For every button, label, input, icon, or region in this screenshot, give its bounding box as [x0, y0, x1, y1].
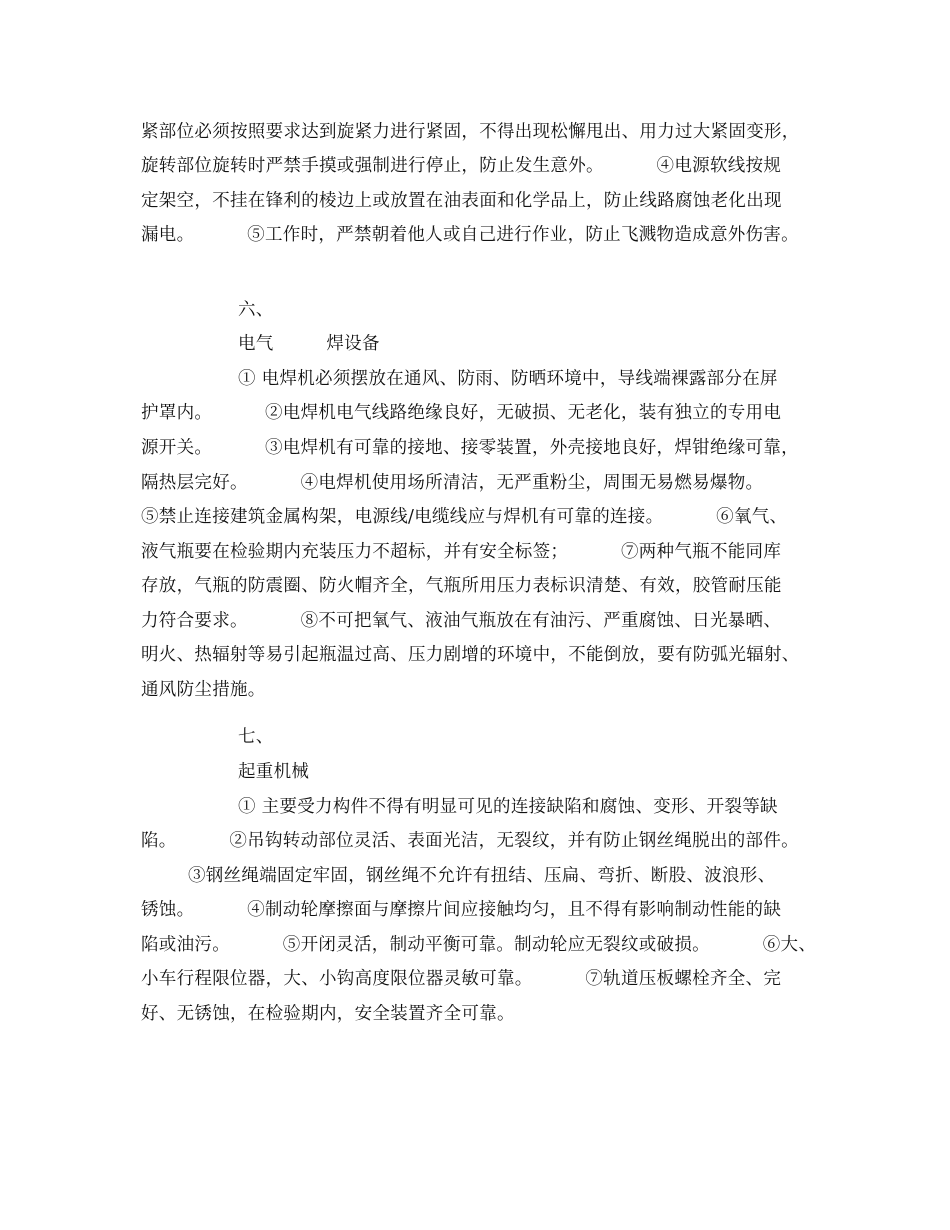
body-line: 源开关。 ③电焊机有可靠的接地、接零装置，外壳接地良好，焊钳绝缘可靠， [141, 438, 799, 458]
body-line: 漏电。 ⑤工作时，严禁朝着他人或自己进行作业，防止飞溅物造成意外伤害。 [141, 225, 799, 245]
body-line: 力符合要求。 ⑧不可把氧气、液油气瓶放在有油污、严重腐蚀、日光暴晒、 [141, 611, 782, 631]
body-line: 通风防尘措施。 [141, 680, 266, 700]
section-title: 起重机械 [238, 762, 310, 782]
body-line: 好、无锈蚀，在检验期内，安全装置齐全可靠。 [141, 1004, 515, 1024]
body-line: 隔热层完好。 ④电焊机使用场所清洁，无严重粉尘，周围无易燃易爆物。 [141, 473, 764, 493]
section-number: 七、 [238, 727, 274, 747]
body-line: 旋转部位旋转时严禁手摸或强制进行停止，防止发生意外。 ④电源软线按规 [141, 156, 782, 176]
body-line: 小车行程限位器，大、小钩高度限位器灵敏可靠。 ⑦轨道压板螺栓齐全、完 [141, 969, 782, 989]
body-line: 锈蚀。 ④制动轮摩擦面与摩擦片间应接触均匀，且不得有影响制动性能的缺 [141, 900, 782, 920]
body-line: ⑤禁止连接建筑金属构架，电源线/电缆线应与焊机有可靠的连接。 ⑥氧气、 [141, 507, 788, 527]
body-line: 紧部位必须按照要求达到旋紧力进行紧固，不得出现松懈甩出、用力过大紧固变形， [141, 122, 800, 142]
body-line: 陷。 ②吊钩转动部位灵活、表面光洁，无裂纹，并有防止钢丝绳脱出的部件。 [141, 831, 799, 851]
section-number: 六、 [238, 300, 274, 320]
body-line: 定架空，不挂在锋利的棱边上或放置在油表面和化学品上，防止线路腐蚀老化出现 [141, 191, 782, 211]
body-line: 护罩内。 ②电焊机电气线路绝缘良好，无破损、无老化，装有独立的专用电 [141, 403, 782, 423]
body-line: 存放，气瓶的防震圈、防火帽齐全，气瓶所用压力表标识清楚、有效，胶管耐压能 [141, 576, 782, 596]
section-title: 电气 焊设备 [238, 334, 380, 354]
body-line: ③钢丝绳端固定牢固，钢丝绳不允许有扭结、压扁、弯折、断股、波浪形、 [188, 866, 776, 886]
body-line: 陷或油污。 ⑤开闭灵活，制动平衡可靠。制动轮应无裂纹或破损。 ⑥大、 [141, 935, 817, 955]
body-line: 明火、热辐射等易引起瓶温过高、压力剧增的环境中，不能倒放，要有防弧光辐射、 [141, 645, 800, 665]
body-line: ① 电焊机必须摆放在通风、防雨、防晒环境中，导线端裸露部分在屏 [238, 369, 778, 389]
body-line: 液气瓶要在检验期内充装压力不超标，并有安全标签； ⑦两种气瓶不能同库 [141, 542, 782, 562]
body-line: ① 主要受力构件不得有明显可见的连接缺陷和腐蚀、变形、开裂等缺 [238, 797, 778, 817]
